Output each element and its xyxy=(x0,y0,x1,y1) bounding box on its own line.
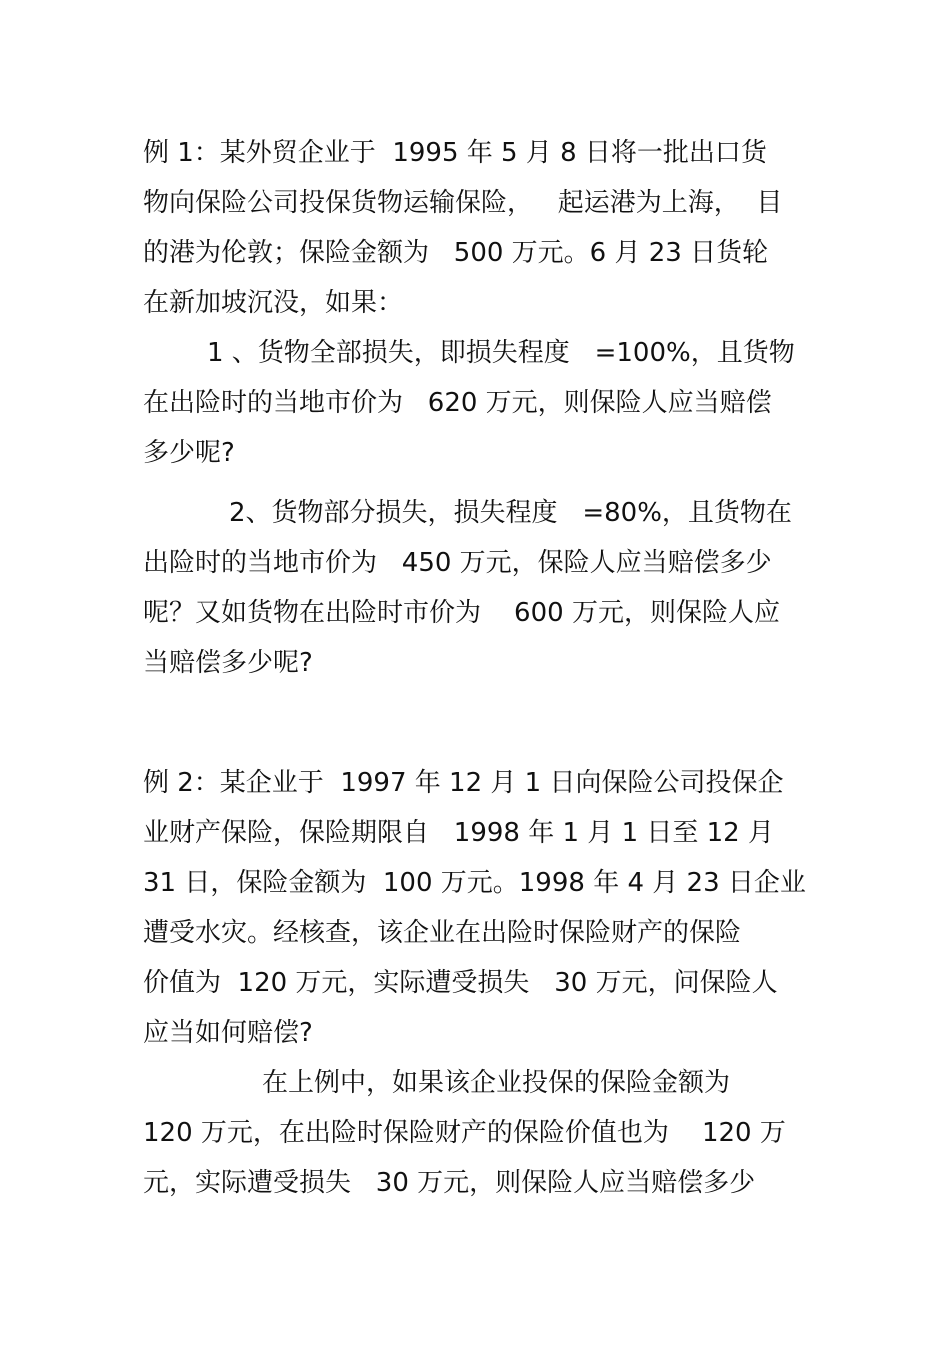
example2-followup-line-1: 在上例中，如果该企业投保的保险金额为 xyxy=(262,1068,731,1098)
example1-item2-line-4: 当赔偿多少呢? xyxy=(143,648,313,678)
example2-line-1: 例 2：某企业于 1997 年 12 月 1 日向保险公司投保企 xyxy=(143,768,784,798)
example1-item1-line-2: 在出险时的当地市价为 620 万元，则保险人应当赔偿 xyxy=(143,388,772,418)
example1-line-2: 物向保险公司投保货物运输保险， 起运港为上海， 目 xyxy=(143,188,783,218)
example1-line-1: 例 1：某外贸企业于 1995 年 5 月 8 日将一批出口货 xyxy=(143,138,767,168)
example2-line-2: 业财产保险，保险期限自 1998 年 1 月 1 日至 12 月 xyxy=(143,818,774,848)
example2-followup-line-2: 120 万元，在出险时保险财产的保险价值也为 120 万 xyxy=(143,1118,786,1148)
example1-item2-line-3: 呢？又如货物在出险时市价为 600 万元，则保险人应 xyxy=(143,598,780,628)
example1-item1-line-1: 1 、货物全部损失，即损失程度 =100%，且货物 xyxy=(207,338,795,368)
example2-followup-line-3: 元，实际遭受损失 30 万元，则保险人应当赔偿多少 xyxy=(143,1168,756,1198)
example2-line-6: 应当如何赔偿? xyxy=(143,1018,313,1048)
example1-item2-line-1: 2、货物部分损失，损失程度 =80%，且货物在 xyxy=(229,498,792,528)
example1-item2-line-2: 出险时的当地市价为 450 万元，保险人应当赔偿多少 xyxy=(143,548,772,578)
example2-line-3: 31 日，保险金额为 100 万元。1998 年 4 月 23 日企业 xyxy=(143,868,806,898)
example2-line-5: 价值为 120 万元，实际遭受损失 30 万元，问保险人 xyxy=(143,968,778,998)
example1-item1-line-3: 多少呢? xyxy=(143,438,235,468)
example2-line-4: 遭受水灾。经核查，该企业在出险时保险财产的保险 xyxy=(143,918,742,948)
example1-line-4: 在新加坡沉没，如果： xyxy=(143,288,404,318)
example1-line-3: 的港为伦敦；保险金额为 500 万元。6 月 23 日货轮 xyxy=(143,238,769,268)
